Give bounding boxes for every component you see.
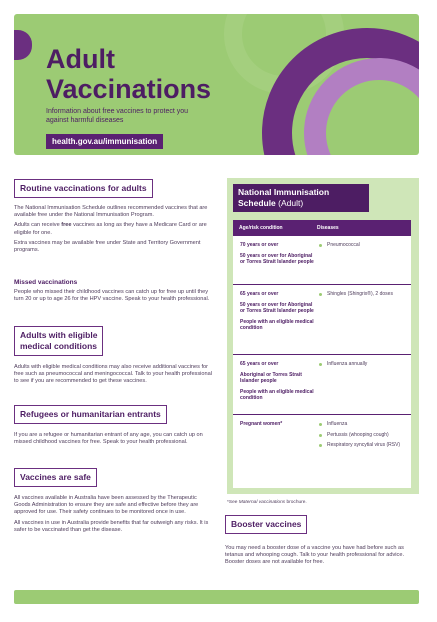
refugees-text: If you are a refugee or humanitarian entrant of any age, you can catch up on missed childhood vaccines for free. Speak to your health professional. — [14, 432, 203, 446]
missed-heading: Missed vaccinations — [14, 279, 78, 286]
table-header — [233, 220, 411, 236]
page-title — [46, 44, 211, 104]
heading-line: Adults with eligible — [20, 330, 98, 340]
title-normal: (Adult) — [278, 198, 304, 208]
text-span: vaccines as long as they have a Medicare Card or are eligible for one. — [14, 222, 207, 236]
condition: 65 years or over — [240, 291, 279, 297]
condition-cell — [240, 361, 316, 406]
table-row — [233, 415, 411, 487]
text-span: *See — [227, 500, 239, 505]
disease-cell — [319, 242, 407, 253]
text-span: brochure. — [285, 500, 307, 505]
booster-text: You may need a booster dose of a vaccine you have had before such as tetanus and whooping cough. Talk to your health professional for advice. Booster doses are not available for free. — [225, 545, 405, 566]
condition: People with an eligible medical condition — [240, 318, 314, 332]
table-row — [233, 236, 411, 285]
routine-paragraph — [14, 222, 210, 236]
condition: People with an eligible medical condition — [240, 388, 314, 402]
safe-paragraph: All vaccines in use in Australia provide benefits that far outweigh any risks. It is safer to be vaccinated than get the disease. — [14, 519, 209, 533]
heading-line: medical conditions — [20, 341, 97, 351]
refugees-heading: Refugees or humanitarian entrants — [14, 405, 167, 424]
hero-banner — [14, 14, 419, 155]
safe-paragraph: All vaccines available in Australia have been assessed by the Therapeutic Goods Administration to ensure they are safe and effective before they are approved for use. Their safety continues to be monitored once in use. — [14, 495, 199, 516]
schedule-panel — [227, 178, 419, 494]
title-line-1: Adult — [46, 44, 115, 74]
condition-cell — [240, 291, 316, 336]
condition-cell — [240, 242, 316, 270]
column-header: Age/risk condition — [239, 225, 283, 231]
condition: 70 years or over — [240, 242, 279, 248]
column-header: Diseases — [317, 225, 339, 231]
disease-cell — [319, 421, 407, 453]
condition: 50 years or over for Aboriginal or Torres Strait Islander people — [240, 252, 314, 266]
routine-paragraph: The National Immunisation Schedule outlines recommended vaccines that are available free under the National Immunisation Program. — [14, 205, 208, 219]
routine-text — [14, 205, 210, 257]
disease-cell — [319, 361, 407, 372]
missed-text: People who missed their childhood vaccines can catch up for free up until they turn 20 or up to age 26 for the HPV vaccine. Speak to your health professional. — [14, 289, 210, 303]
hero-tab — [14, 30, 32, 60]
routine-heading: Routine vaccinations for adults — [14, 179, 153, 198]
medical-heading — [14, 326, 103, 356]
medical-text: Adults with eligible medical conditions may also receive additional vaccines for free such as pneumococcal and meningococcal. Talk to your health professional to see if you are recommended to get these vaccines. — [14, 364, 212, 385]
table-row — [233, 285, 411, 355]
safe-text — [14, 495, 212, 537]
condition: 65 years or over — [240, 361, 279, 367]
footer-bar — [14, 590, 419, 604]
schedule-title — [233, 184, 369, 212]
disease: Pertussis (whooping cough) — [319, 432, 407, 439]
title-line-2: Vaccinations — [46, 74, 212, 104]
disease-cell — [319, 291, 407, 302]
condition: Aboriginal or Torres Strait Islander people — [240, 371, 302, 385]
disease: Shingles (Shingrix®), 2 doses — [319, 291, 407, 298]
condition: 50 years or over for Aboriginal or Torres Strait Islander people — [240, 301, 314, 315]
disease: Pneumococcal — [319, 242, 407, 249]
title-bold: National Immunisation Schedule — [238, 187, 330, 208]
schedule-table — [233, 220, 411, 488]
routine-paragraph: Extra vaccines may be available free under State and Territory Government programs. — [14, 239, 201, 254]
table-row — [233, 355, 411, 415]
bold-text: free — [61, 222, 72, 229]
condition-cell — [240, 421, 316, 432]
disease: Respiratory syncytial virus (RSV) — [319, 442, 407, 449]
disease: Influenza annually — [319, 361, 407, 368]
booster-heading: Booster vaccines — [225, 515, 307, 534]
text-span: Adults can receive — [14, 222, 62, 229]
italic-text: Maternal vaccinations — [238, 500, 286, 505]
footnote — [227, 500, 307, 505]
safe-heading: Vaccines are safe — [14, 468, 97, 487]
disease: Influenza — [319, 421, 407, 428]
hero-subtitle: Information about free vaccines to protect you against harmful diseases — [46, 108, 189, 124]
website-link[interactable]: health.gov.au/immunisation — [46, 134, 163, 149]
condition: Pregnant women* — [240, 421, 283, 427]
